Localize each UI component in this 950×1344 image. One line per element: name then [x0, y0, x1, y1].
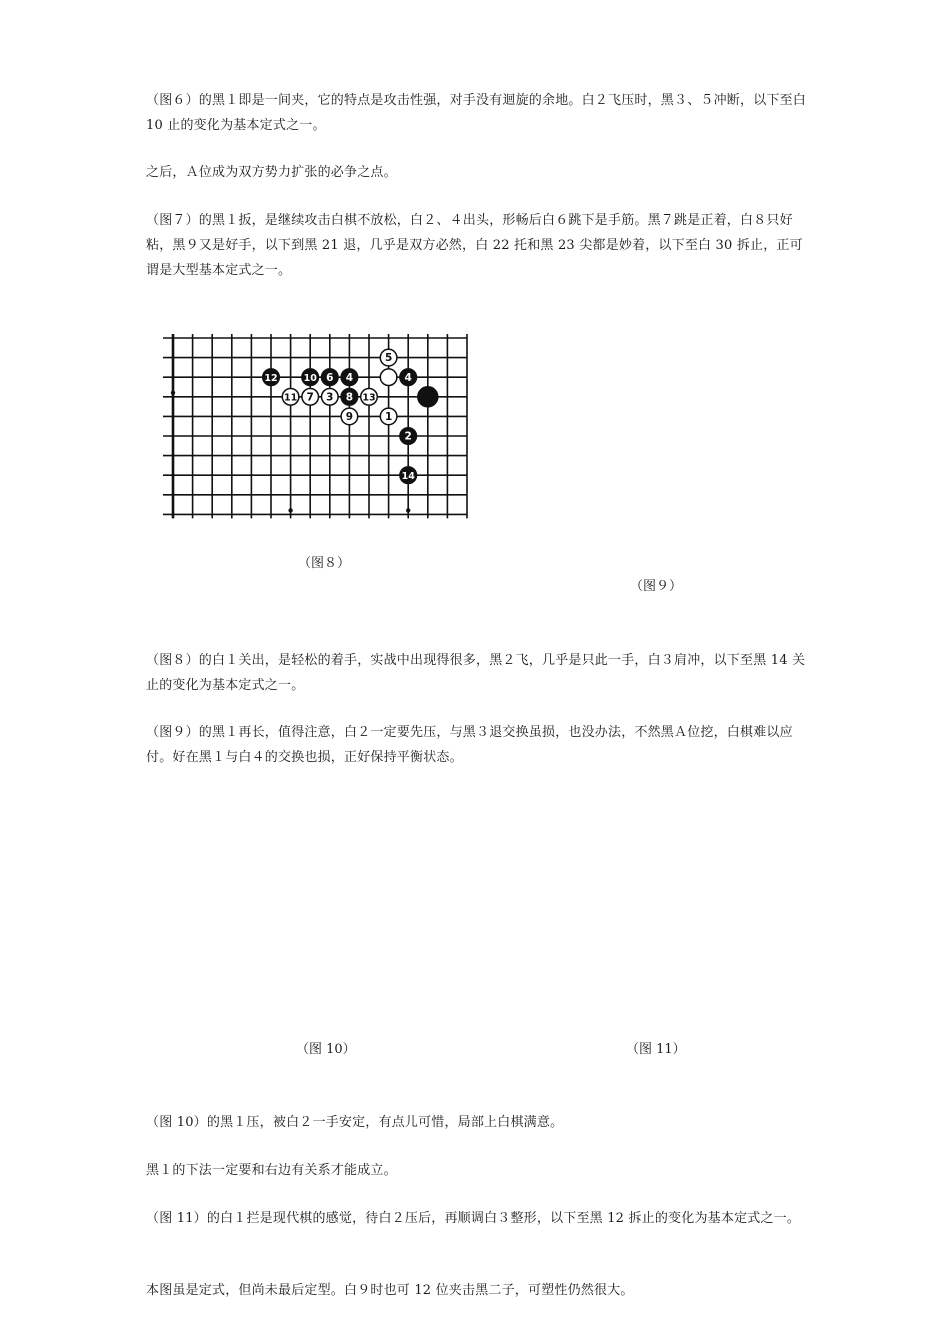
stone-number-label: 2	[404, 430, 412, 443]
black-stone	[341, 389, 358, 406]
black-stone	[400, 369, 417, 386]
caption-fig10: （图 10）	[296, 1042, 356, 1057]
stone-number-label: 9	[345, 411, 354, 423]
stone-number-label: 10	[303, 372, 317, 384]
caption-fig9: （图９）	[630, 579, 683, 594]
stone-number-label: 5	[384, 352, 393, 365]
paragraph-fig7: （图７）的黑１扳，是继续攻击白棋不放松，白２、４出头，形畅后白６跳下是手筋。黑７跳是正着，白８只好粘，黑９又是好手，以下到黑 21 退，几乎是双方必然，白 22 托和黑 23 尖都是妙着，以下至白 30 拆止，正可谓是大型基本定式之一。	[146, 213, 803, 278]
stone-disc	[380, 369, 397, 386]
paragraph-fig11: （图 11）的白１拦是现代棋的感觉，待白２压后，再顺调白３整形，以下至黑 12 拆止的变化为基本定式之一。	[146, 1211, 801, 1226]
white-stone	[380, 349, 397, 366]
black-stone	[263, 369, 280, 386]
paragraph-fig8: （图８）的白１关出，是轻松的着手，实战中出现得很多，黑２飞，几乎是只此一手，白３肩冲，以下至黑 14 关止的变化为基本定式之一。	[146, 653, 806, 693]
paragraph-fig9: （图９）的黑１再长，值得注意，白２一定要先压，与黑３退交换虽损，也没办法，不然黑Ａ位挖，白棋难以应付。好在黑１与白４的交换也损，正好保持平衡状态。	[146, 725, 793, 765]
white-stone	[380, 369, 397, 386]
paragraph-point-a: 之后，Ａ位成为双方势力扩张的必争之点。	[146, 165, 397, 180]
stone-number-label: 3	[326, 391, 334, 404]
white-stone	[361, 389, 378, 406]
black-stone	[302, 369, 319, 386]
stone-number-label: 8	[345, 391, 354, 404]
stone-number-label: 4	[345, 371, 354, 384]
star-point	[406, 508, 410, 512]
black-stone	[400, 428, 417, 445]
stone-number-label: 11	[283, 392, 298, 404]
stone-disc	[418, 387, 438, 407]
paragraph-shape-note: 本图虽是定式，但尚未最后定型。白９时也可 12 位夹击黑二子，可塑性仍然很大。	[146, 1283, 634, 1298]
stone-number-label: 4	[404, 371, 412, 384]
go-board-diagram	[163, 334, 473, 524]
caption-fig11: （图 11）	[626, 1042, 686, 1057]
white-stone	[322, 389, 339, 406]
white-stone	[341, 408, 358, 425]
stone-number-label: 14	[401, 470, 415, 482]
stone-number-label: 7	[306, 391, 314, 404]
stone-number-label: 6	[326, 371, 334, 384]
stone-number-label: 12	[264, 372, 278, 384]
paragraph-fig10: （图 10）的黑１压，被白２一手安定，有点儿可惜，局部上白棋满意。	[146, 1115, 564, 1130]
white-stone	[282, 389, 299, 406]
paragraph-black1-note: 黑１的下法一定要和右边有关系才能成立。	[146, 1163, 397, 1178]
white-stone	[380, 408, 397, 425]
star-point	[171, 391, 175, 395]
black-stone	[400, 467, 417, 484]
caption-fig8: （图８）	[298, 556, 351, 571]
star-point	[288, 508, 292, 512]
black-stone	[341, 369, 358, 386]
black-stone	[322, 369, 339, 386]
paragraph-fig6: （图６）的黑１即是一间夹，它的特点是攻击性强，对手没有迴旋的余地。白２飞压时，黑３、５冲断，以下至白 10 止的变化为基本定式之一。	[146, 93, 807, 133]
black-stone	[418, 387, 438, 407]
stone-number-label: 1	[384, 411, 393, 423]
stone-number-label: 13	[362, 392, 376, 404]
white-stone	[302, 389, 319, 406]
